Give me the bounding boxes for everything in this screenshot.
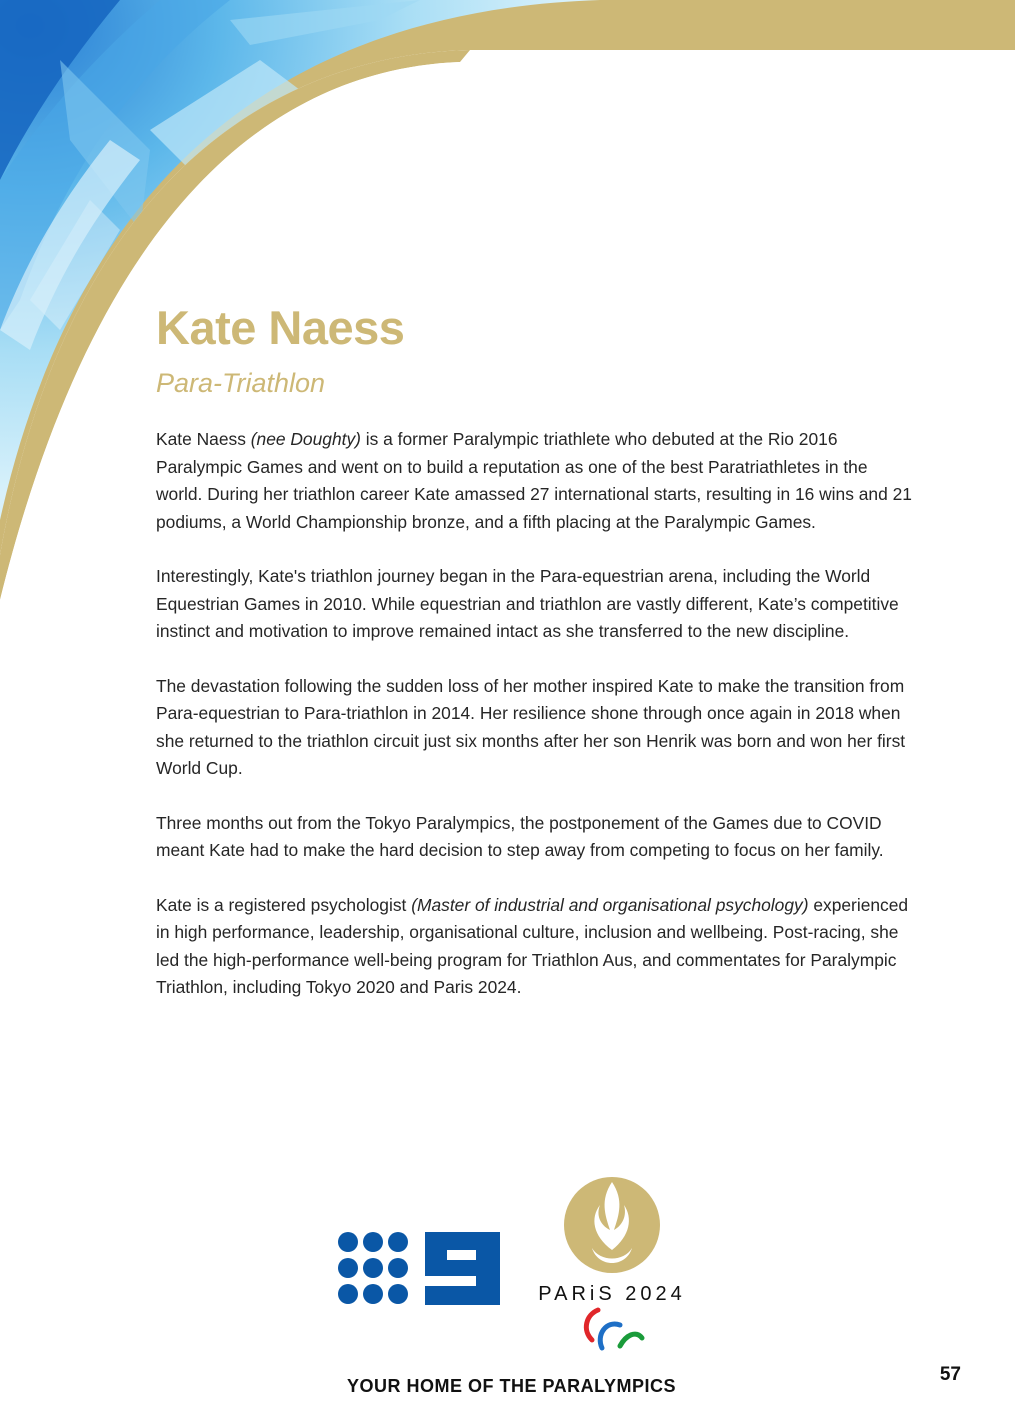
paragraph-1-text-a: Kate Naess — [156, 429, 251, 449]
page-title: Kate Naess — [156, 301, 405, 354]
paragraph-5 — [156, 892, 916, 1002]
paragraph-4: Three months out from the Tokyo Paralympics, the postponement of the Games due to COVID meant Kate had to make the hard decision to step away from competing to focus on her family. — [156, 812, 884, 860]
footer-tagline: YOUR HOME OF THE PARALYMPICS — [346, 1376, 677, 1396]
paragraph-5-text-a: Kate is a registered psychologist — [156, 894, 412, 915]
paragraph-1-text-c: is a former Paralympic triathlete who debuted at the Rio 2016 Paralympic Games and went on to build a reputation as one of the best Paratriathletes in the world. During her triathlon career Kate amassed 27 international starts, resulting in 16 wins and 21 podiums, a World Championship bronze, and a fifth placing at the Paralympic Games. — [156, 429, 912, 532]
paragraph-5-text-c: experienced in high performance, leadership, organisational culture, inclusion and wellbeing. Post-racing, she led the high-performance well-being program for Triathlon Aus, and commentates for Paralympic Triathlon, including Tokyo 2020 and Paris 2024. — [156, 894, 909, 997]
paris-2024-emblem-icon — [564, 1177, 660, 1273]
main-content — [156, 300, 916, 1029]
paragraph-5-text-b: (Master of industrial and organisational psychology) — [411, 894, 809, 915]
paragraph-2: Interestingly, Kate's triathlon journey began in the Para-equestrian arena, including the World Equestrian Games in 2010. While equestrian and triathlon are vastly different, Kate’s competitive instinct and motivation to improve remained intact as she transferred to the new discipline. — [156, 566, 899, 641]
page-number: 57 — [939, 1364, 961, 1385]
paragraph-3: The devastation following the sudden loss of her mother inspired Kate to make the transition from Para-equestrian to Para-triathlon in 2014. Her resilience shone through once again in 2018 when she returned to the triathlon circuit just six months after her son Henrik was born and won her first World Cup. — [156, 675, 906, 778]
page-subtitle: Para-Triathlon — [156, 368, 326, 398]
nine-network-logo-icon — [338, 1232, 500, 1305]
footer-logos — [330, 1170, 700, 1360]
agitos-icon — [586, 1310, 642, 1348]
paragraph-1-text-b: (nee Doughty) — [250, 429, 361, 449]
paragraph-1 — [156, 426, 916, 536]
paris-2024-text: PARiS 2024 — [538, 1283, 686, 1305]
